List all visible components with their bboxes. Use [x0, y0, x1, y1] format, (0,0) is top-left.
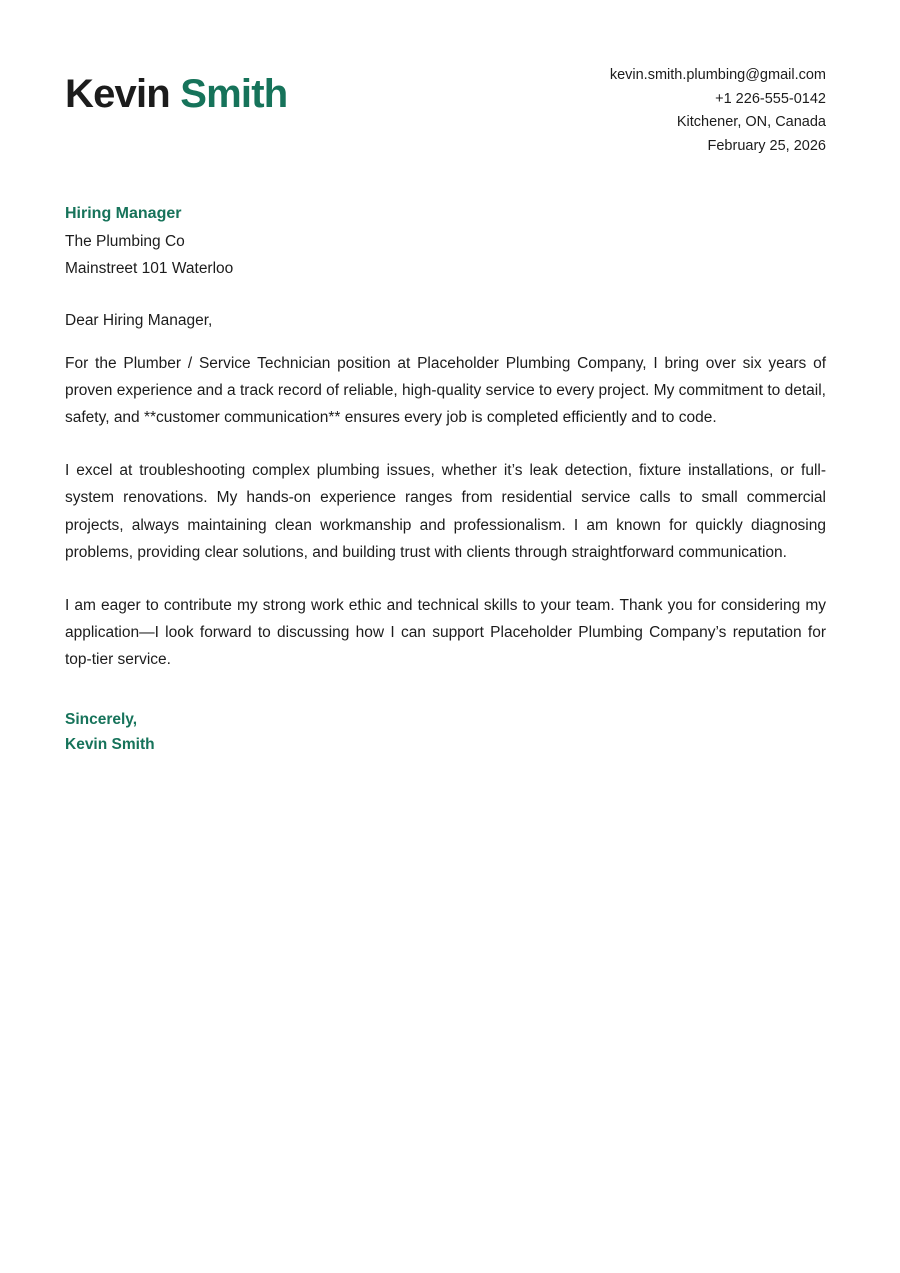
recipient-address: Mainstreet 101 Waterloo	[65, 260, 234, 277]
letter-greeting: Dear Hiring Manager,	[65, 311, 213, 329]
recipient-block	[65, 200, 826, 283]
recipient-name: Hiring Manager	[65, 205, 182, 222]
signature-name: Kevin Smith	[65, 736, 155, 754]
letter-paragraph-2: I excel at troubleshooting complex plumbing issues, whether it’s leak detection, fixture installations, or full-system renovations. My hands-on experience ranges from residential service calls to small commercial projects, always maintaining clean workmanship and professionalism. I am known for quickly diagnosing problems, providing clear solutions, and building trust with clients through straightforward communication.	[65, 462, 826, 561]
letter-body	[65, 307, 826, 758]
applicant-first-name: Kevin	[65, 72, 170, 116]
contact-phone: +1 226-555-0142	[715, 90, 826, 107]
closing-salutation: Sincerely,	[65, 710, 138, 728]
recipient-company: The Plumbing Co	[65, 232, 185, 250]
contact-info-block	[610, 64, 826, 158]
applicant-name	[65, 64, 287, 116]
applicant-last-name: Smith	[180, 72, 288, 116]
contact-email: kevin.smith.plumbing@gmail.com	[609, 67, 826, 83]
letter-paragraph-1: For the Plumber / Service Technician position at Placeholder Plumbing Company, I bring over six years of proven experience and a track record of reliable, high-quality service to every project. My commitment to detail, safety, and **customer communication** ensures every job is completed efficiently and to code.	[65, 354, 826, 426]
letter-closing-block	[65, 707, 826, 758]
letter-header	[65, 64, 826, 158]
contact-location: Kitchener, ON, Canada	[676, 114, 826, 130]
letter-date: February 25, 2026	[707, 137, 826, 154]
letter-paragraph-3: I am eager to contribute my strong work ethic and technical skills to your team. Thank you for considering my application—I look forward to discussing how I can support Placeholder Plumbing Company’s reputation for top-tier service.	[65, 596, 826, 669]
